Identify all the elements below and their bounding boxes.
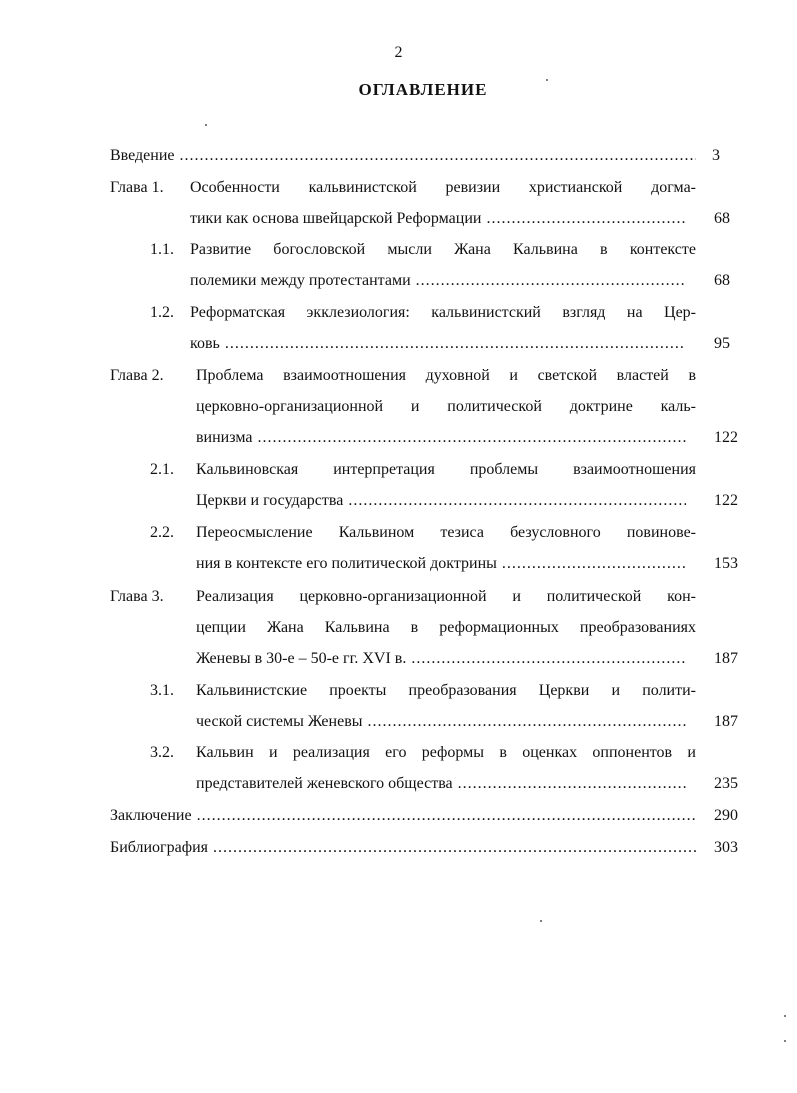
dot-leader [458, 774, 686, 794]
toc-entry-conclusion [110, 806, 696, 826]
dot-leader [348, 491, 686, 511]
toc-entry-label: Церкви и государства [196, 492, 344, 509]
toc-entry-text: Кальвинистские проекты преобразования Церкви и полити- [196, 682, 696, 699]
toc-entry-text: Проблема взаимоотношения духовной и светской властей в [196, 367, 696, 384]
dot-leader [213, 838, 696, 858]
toc-page-number: 290 [714, 807, 738, 824]
dot-leader [416, 271, 686, 291]
toc-page-number: 122 [714, 492, 738, 509]
dot-leader [257, 428, 686, 448]
toc-entry-last-line [190, 209, 686, 229]
chapter-label: Глава 2. [110, 367, 164, 384]
toc-entry-last-line [196, 554, 686, 574]
toc-page-number: 187 [714, 650, 738, 667]
toc-entry-label: Заключение [110, 807, 192, 824]
toc-entry-label: ния в контексте его политической доктрины [196, 555, 497, 572]
toc-entry-label: Библиография [110, 839, 208, 856]
section-number: 2.2. [150, 524, 174, 541]
toc-page-number: 235 [714, 775, 738, 792]
toc-entry-text: Развитие богословской мысли Жана Кальвина в контексте [190, 241, 696, 258]
toc-entry-bibliography [110, 838, 696, 858]
section-number: 3.1. [150, 682, 174, 699]
toc-page-number: 153 [714, 555, 738, 572]
toc-entry-text: церковно-организационной и политической доктрине каль- [196, 398, 696, 415]
toc-entry-last-line [190, 271, 686, 291]
dot-leader [411, 649, 686, 669]
toc-entry-text: Реформатская экклезиология: кальвинистский взгляд на Цер- [190, 304, 696, 321]
toc-entry-last-line [196, 649, 686, 669]
toc-page-number: 68 [714, 272, 730, 289]
page-number: 2 [394, 44, 403, 61]
dot-leader [368, 712, 687, 732]
toc-entry-last-line [190, 334, 686, 354]
toc-page-number: 68 [714, 210, 730, 227]
toc-entry-text: Кальвиновская интерпретация проблемы взаимоотношения [196, 461, 696, 478]
section-number: 3.2. [150, 744, 174, 761]
dot-leader [197, 806, 696, 826]
scan-speck [784, 1040, 786, 1042]
toc-entry-label: полемики между протестантами [190, 272, 411, 289]
toc-page-number: 3 [712, 147, 720, 164]
toc-entry-last-line [196, 774, 686, 794]
toc-entry-label: винизма [196, 429, 253, 446]
toc-page-number: 95 [714, 335, 730, 352]
dot-leader [180, 146, 697, 166]
scan-speck [540, 920, 542, 922]
scan-speck [546, 79, 548, 81]
toc-entry-label: ческой системы Женевы [196, 713, 363, 730]
toc-page-number: 303 [714, 839, 738, 856]
toc-entry-text: Кальвин и реализация его реформы в оценках оппонентов и [196, 744, 696, 761]
toc-entry-text: Особенности кальвинистской ревизии христианской догма- [190, 179, 696, 196]
toc-entry-text: Реализация церковно-организационной и политической кон- [196, 588, 696, 605]
dot-leader [502, 554, 686, 574]
toc-entry-label: представителей женевского общества [196, 775, 453, 792]
section-number: 1.1. [150, 241, 174, 258]
toc-entry-label: Введение [110, 147, 175, 164]
toc-entry-last-line [196, 712, 686, 732]
toc-entry-intro [110, 146, 696, 166]
toc-entry-label: ковь [190, 335, 220, 352]
toc-page-number: 122 [714, 429, 738, 446]
chapter-label: Глава 3. [110, 588, 164, 605]
scan-speck [784, 1015, 786, 1017]
toc-entry-last-line [196, 491, 686, 511]
toc-entry-text: Переосмысление Кальвином тезиса безусловного повинове- [196, 524, 696, 541]
section-number: 2.1. [150, 461, 174, 478]
toc-entry-label: тики как основа швейцарской Реформации [190, 210, 482, 227]
dot-leader [486, 209, 686, 229]
toc-entry-last-line [196, 428, 686, 448]
section-number: 1.2. [150, 304, 174, 321]
page-title: ОГЛАВЛЕНИЕ [358, 80, 488, 99]
dot-leader [225, 334, 686, 354]
chapter-label: Глава 1. [110, 179, 164, 196]
toc-entry-text: цепции Жана Кальвина в реформационных преобразованиях [196, 619, 696, 636]
toc-page-number: 187 [714, 713, 738, 730]
toc-entry-label: Женевы в 30-е – 50-е гг. XVI в. [196, 650, 407, 667]
scan-speck [205, 124, 207, 126]
